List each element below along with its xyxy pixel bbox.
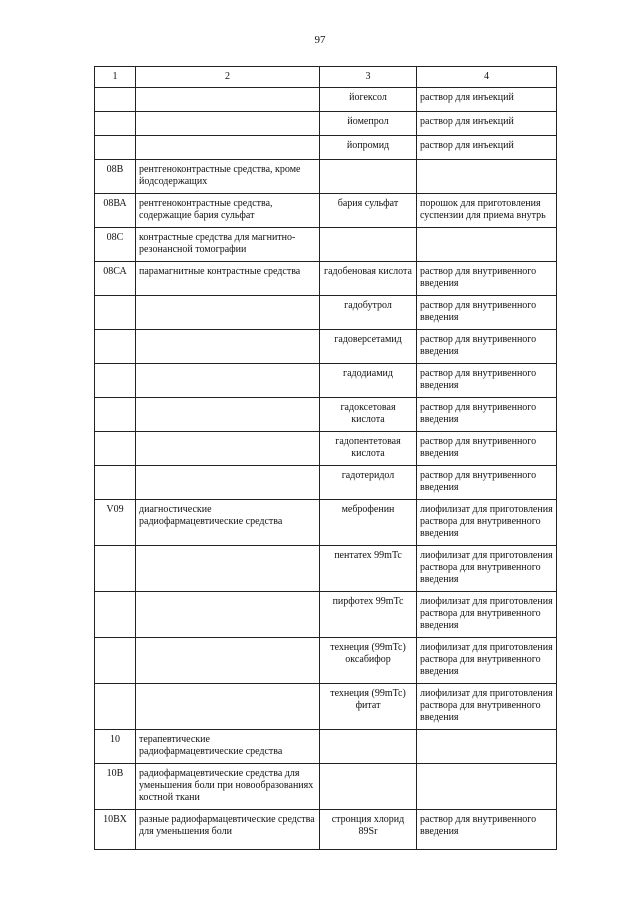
cell-group [136, 684, 320, 730]
cell-drug-name [320, 160, 417, 194]
cell-group [136, 112, 320, 136]
table-row [95, 546, 557, 592]
cell-dosage-form: раствор для внутривенного введения [417, 296, 557, 330]
table-row [95, 810, 557, 850]
cell-group [136, 330, 320, 364]
table-row [95, 764, 557, 810]
table-row [95, 364, 557, 398]
cell-dosage-form: лиофилизат для приготовления раствора для внутривенного введения [417, 684, 557, 730]
cell-group: радиофармацевтические средства для уменьшения боли при новообразованиях костной ткани [136, 764, 320, 810]
cell-code: 08С [95, 228, 136, 262]
cell-dosage-form: раствор для внутривенного введения [417, 810, 557, 850]
cell-code: 10 [95, 730, 136, 764]
table-row [95, 330, 557, 364]
cell-drug-name: стронция хлорид 89Sr [320, 810, 417, 850]
page-number: 97 [314, 34, 326, 46]
cell-code [95, 432, 136, 466]
cell-dosage-form: лиофилизат для приготовления раствора для внутривенного введения [417, 638, 557, 684]
header-col-1: 1 [95, 67, 136, 88]
cell-dosage-form [417, 228, 557, 262]
cell-code [95, 638, 136, 684]
cell-drug-name: гадодиамид [320, 364, 417, 398]
cell-dosage-form: раствор для инъекций [417, 136, 557, 160]
cell-group [136, 638, 320, 684]
cell-code: V09 [95, 500, 136, 546]
cell-dosage-form: раствор для внутривенного введения [417, 330, 557, 364]
cell-code: 08СА [95, 262, 136, 296]
table-row [95, 638, 557, 684]
cell-code: 08ВА [95, 194, 136, 228]
table-row [95, 228, 557, 262]
cell-code [95, 136, 136, 160]
cell-group: рентгеноконтрастные средства, кроме йодсодержащих [136, 160, 320, 194]
table-row [95, 112, 557, 136]
header-col-4: 4 [417, 67, 557, 88]
cell-code [95, 466, 136, 500]
cell-group [136, 432, 320, 466]
cell-drug-name: гадобеновая кислота [320, 262, 417, 296]
cell-drug-name: бария сульфат [320, 194, 417, 228]
cell-dosage-form: лиофилизат для приготовления раствора для внутривенного введения [417, 592, 557, 638]
cell-group [136, 466, 320, 500]
cell-dosage-form: раствор для инъекций [417, 88, 557, 112]
cell-dosage-form [417, 764, 557, 810]
cell-dosage-form [417, 160, 557, 194]
cell-drug-name: гадобутрол [320, 296, 417, 330]
header-col-3: 3 [320, 67, 417, 88]
cell-drug-name: технеция (99mTc) оксабифор [320, 638, 417, 684]
cell-group [136, 88, 320, 112]
cell-code [95, 112, 136, 136]
cell-dosage-form: раствор для внутривенного введения [417, 466, 557, 500]
cell-group: диагностические радиофармацевтические средства [136, 500, 320, 546]
cell-drug-name: гадотеридол [320, 466, 417, 500]
cell-dosage-form: раствор для внутривенного введения [417, 432, 557, 466]
cell-drug-name [320, 764, 417, 810]
cell-group [136, 136, 320, 160]
table-row [95, 194, 557, 228]
table-row [95, 466, 557, 500]
cell-drug-name: гадопентетовая кислота [320, 432, 417, 466]
drug-table [94, 66, 557, 850]
cell-code: 08В [95, 160, 136, 194]
cell-group [136, 296, 320, 330]
cell-dosage-form: раствор для внутривенного введения [417, 364, 557, 398]
cell-group [136, 398, 320, 432]
cell-drug-name: гадоверсетамид [320, 330, 417, 364]
cell-code [95, 546, 136, 592]
cell-group: терапевтические радиофармацевтические средства [136, 730, 320, 764]
table-row [95, 684, 557, 730]
cell-code [95, 88, 136, 112]
table-row [95, 730, 557, 764]
table-row [95, 262, 557, 296]
table-row [95, 160, 557, 194]
cell-code [95, 398, 136, 432]
cell-dosage-form [417, 730, 557, 764]
cell-code [95, 684, 136, 730]
cell-group [136, 592, 320, 638]
cell-code: 10ВХ [95, 810, 136, 850]
table-row [95, 398, 557, 432]
cell-dosage-form: порошок для приготовления суспензии для приема внутрь [417, 194, 557, 228]
cell-drug-name: йомепрол [320, 112, 417, 136]
cell-code [95, 592, 136, 638]
header-row [95, 67, 557, 88]
cell-drug-name: пирфотех 99mTc [320, 592, 417, 638]
cell-code [95, 364, 136, 398]
header-col-2: 2 [136, 67, 320, 88]
cell-drug-name [320, 228, 417, 262]
cell-drug-name: гадоксетовая кислота [320, 398, 417, 432]
cell-drug-name [320, 730, 417, 764]
table-row [95, 432, 557, 466]
cell-group: контрастные средства для магнитно-резонансной томографии [136, 228, 320, 262]
cell-drug-name: пентатех 99mTc [320, 546, 417, 592]
table-row [95, 592, 557, 638]
cell-group: разные радиофармацевтические средства для уменьшения боли [136, 810, 320, 850]
table-row [95, 500, 557, 546]
cell-dosage-form: раствор для внутривенного введения [417, 262, 557, 296]
table-row [95, 88, 557, 112]
cell-code [95, 330, 136, 364]
cell-group: парамагнитные контрастные средства [136, 262, 320, 296]
cell-code [95, 296, 136, 330]
cell-group [136, 546, 320, 592]
cell-drug-name: йогексол [320, 88, 417, 112]
cell-drug-name: йопромид [320, 136, 417, 160]
cell-drug-name: технеция (99mTc) фитат [320, 684, 417, 730]
table-row [95, 136, 557, 160]
cell-dosage-form: лиофилизат для приготовления раствора для внутривенного введения [417, 546, 557, 592]
cell-group [136, 364, 320, 398]
cell-code: 10В [95, 764, 136, 810]
cell-dosage-form: лиофилизат для приготовления раствора для внутривенного введения [417, 500, 557, 546]
cell-drug-name: меброфенин [320, 500, 417, 546]
cell-dosage-form: раствор для инъекций [417, 112, 557, 136]
cell-dosage-form: раствор для внутривенного введения [417, 398, 557, 432]
table-row [95, 296, 557, 330]
cell-group: рентгеноконтрастные средства, содержащие бария сульфат [136, 194, 320, 228]
